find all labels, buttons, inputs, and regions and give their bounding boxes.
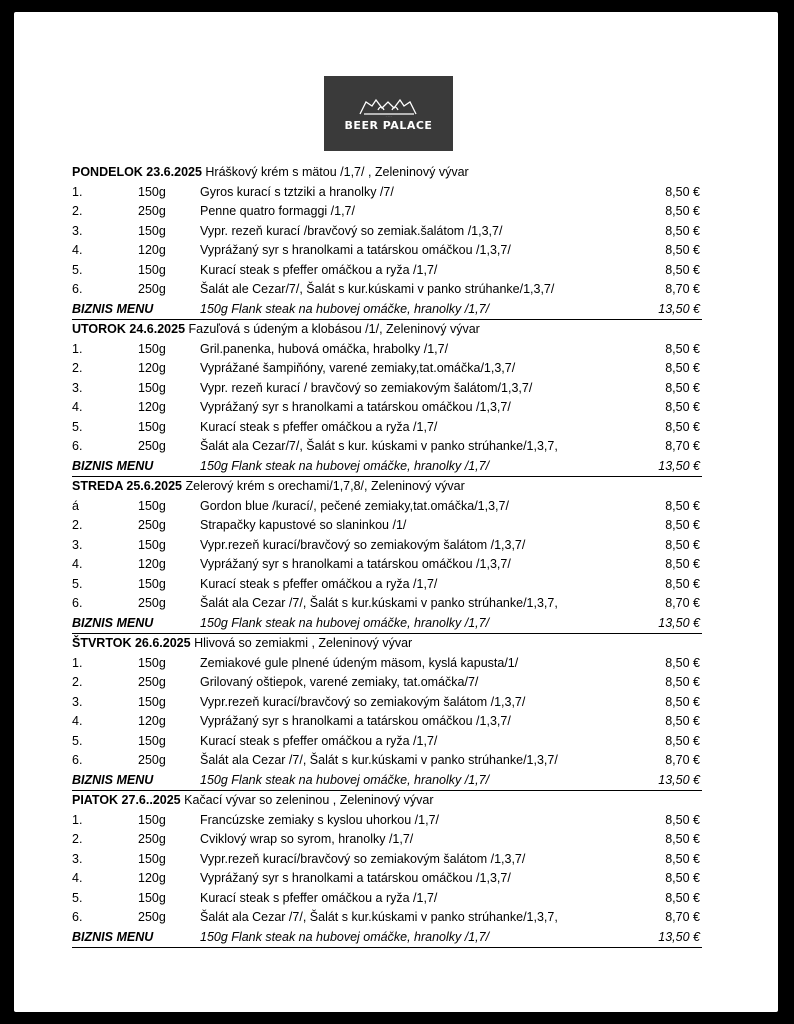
- item-number: 2.: [72, 361, 83, 375]
- item-price: 8,50 €: [665, 851, 700, 866]
- beer-palace-logo: [324, 76, 453, 151]
- item-name: Kurací steak s pfeffer omáčkou a ryža /1,7/: [200, 419, 438, 434]
- item-weight: 250g: [138, 439, 166, 453]
- item-number: 4.: [72, 243, 83, 257]
- item-number: 4.: [72, 557, 83, 571]
- item-name: Kurací steak s pfeffer omáčkou a ryža /1,7/: [200, 262, 438, 277]
- item-price: 8,50 €: [665, 204, 700, 218]
- item-price: 8,50 €: [665, 341, 700, 356]
- business-menu-label: BIZNIS MENU: [72, 458, 154, 473]
- item-price: 8,50 €: [665, 694, 700, 709]
- business-menu-name: 150g Flank steak na hubovej omáčke, hranolky /1,7/: [200, 929, 490, 944]
- menu-item-row: [72, 673, 702, 693]
- business-menu-name: 150g Flank steak na hubovej omáčke, hranolky /1,7/: [200, 301, 490, 316]
- item-weight: 250g: [138, 204, 166, 218]
- business-menu-price: 13,50 €: [658, 929, 700, 944]
- item-price: 8,50 €: [665, 400, 700, 414]
- menu-item-row: [72, 732, 702, 752]
- item-weight: 120g: [138, 361, 166, 375]
- day-header: [72, 320, 702, 340]
- business-menu-label: BIZNIS MENU: [72, 615, 154, 630]
- business-menu-label: BIZNIS MENU: [72, 301, 154, 316]
- item-name: Vyprážaný syr s hranolkami a tatárskou omáčkou /1,3,7/: [200, 243, 511, 257]
- item-name: Vyprážaný syr s hranolkami a tatárskou omáčkou /1,3,7/: [200, 871, 511, 885]
- day-soups: Hráškový krém s mätou /1,7/ , Zeleninový vývar: [205, 165, 469, 179]
- menu-item-row: [72, 751, 702, 771]
- item-number: 1.: [72, 812, 83, 827]
- item-name: Vyprážaný syr s hranolkami a tatárskou omáčkou /1,3,7/: [200, 714, 511, 728]
- day-soups: Hlivová so zemiakmi , Zeleninový vývar: [194, 636, 413, 650]
- menu-page: [14, 12, 778, 1012]
- item-name: Kurací steak s pfeffer omáčkou a ryža /1,7/: [200, 890, 438, 905]
- item-number: 6.: [72, 753, 83, 767]
- menu-item-row: [72, 654, 702, 674]
- day-header: [72, 477, 702, 497]
- item-weight: 120g: [138, 400, 166, 414]
- day-name: ŠTVRTOK 26.6.2025: [72, 636, 191, 650]
- business-menu-label: BIZNIS MENU: [72, 772, 154, 787]
- item-number: 5.: [72, 890, 83, 905]
- menu-item-row: [72, 241, 702, 261]
- item-weight: 120g: [138, 714, 166, 728]
- item-weight: 250g: [138, 910, 166, 924]
- item-weight: 150g: [138, 576, 166, 591]
- item-price: 8,50 €: [665, 714, 700, 728]
- item-number: 6.: [72, 910, 83, 924]
- item-number: á: [72, 498, 79, 513]
- item-weight: 150g: [138, 733, 166, 748]
- item-weight: 150g: [138, 851, 166, 866]
- day-header: [72, 163, 702, 183]
- business-menu-row: [72, 614, 702, 635]
- item-price: 8,50 €: [665, 576, 700, 591]
- item-number: 1.: [72, 341, 83, 356]
- beer-mugs-icon: [354, 96, 424, 118]
- item-price: 8,50 €: [665, 380, 700, 395]
- item-price: 8,70 €: [665, 753, 700, 767]
- day-header: [72, 634, 702, 654]
- item-name: Gyros kurací s tztziki a hranolky /7/: [200, 184, 394, 199]
- item-price: 8,50 €: [665, 871, 700, 885]
- item-weight: 150g: [138, 184, 166, 199]
- item-weight: 250g: [138, 753, 166, 767]
- day-soups: Zelerový krém s orechami/1,7,8/, Zeleninový vývar: [185, 479, 465, 493]
- item-name: Zemiakové gule plnené údeným mäsom, kyslá kapusta/1/: [200, 655, 519, 670]
- menu-item-row: [72, 555, 702, 575]
- menu-item-row: [72, 261, 702, 281]
- item-price: 8,50 €: [665, 243, 700, 257]
- business-menu-label: BIZNIS MENU: [72, 929, 154, 944]
- item-weight: 150g: [138, 890, 166, 905]
- item-weight: 250g: [138, 596, 166, 610]
- item-name: Vypr. rezeň kurací /bravčový so zemiak.šalátom /1,3,7/: [200, 223, 503, 238]
- item-weight: 250g: [138, 832, 166, 846]
- item-weight: 150g: [138, 694, 166, 709]
- item-name: Vypr. rezeň kurací / bravčový so zemiakovým šalátom/1,3,7/: [200, 380, 533, 395]
- item-name: Kurací steak s pfeffer omáčkou a ryža /1,7/: [200, 733, 438, 748]
- logo-text: BEER PALACE: [344, 118, 433, 132]
- business-menu-row: [72, 300, 702, 321]
- menu-item-row: [72, 889, 702, 909]
- business-menu-price: 13,50 €: [658, 301, 700, 316]
- day-section: [72, 477, 702, 634]
- item-weight: 150g: [138, 380, 166, 395]
- business-menu-price: 13,50 €: [658, 615, 700, 630]
- menu-item-row: [72, 280, 702, 300]
- business-menu-price: 13,50 €: [658, 458, 700, 473]
- menu-item-row: [72, 497, 702, 517]
- item-price: 8,50 €: [665, 419, 700, 434]
- business-menu-row: [72, 457, 702, 478]
- menu-item-row: [72, 811, 702, 831]
- item-weight: 150g: [138, 655, 166, 670]
- item-number: 2.: [72, 675, 83, 689]
- day-section: [72, 634, 702, 791]
- item-name: Vyprážaný syr s hranolkami a tatárskou omáčkou /1,3,7/: [200, 557, 511, 571]
- item-number: 5.: [72, 262, 83, 277]
- item-number: 3.: [72, 851, 83, 866]
- item-price: 8,50 €: [665, 890, 700, 905]
- day-name: STREDA 25.6.2025: [72, 479, 183, 493]
- item-price: 8,70 €: [665, 439, 700, 453]
- weekly-menu: [72, 163, 702, 948]
- menu-item-row: [72, 418, 702, 438]
- item-number: 3.: [72, 380, 83, 395]
- business-menu-name: 150g Flank steak na hubovej omáčke, hranolky /1,7/: [200, 458, 490, 473]
- menu-item-row: [72, 869, 702, 889]
- business-menu-name: 150g Flank steak na hubovej omáčke, hranolky /1,7/: [200, 615, 490, 630]
- item-price: 8,50 €: [665, 655, 700, 670]
- item-name: Gordon blue /kurací/, pečené zemiaky,tat.omáčka/1,3,7/: [200, 498, 509, 513]
- item-weight: 150g: [138, 341, 166, 356]
- day-soups: Kačací vývar so zeleninou , Zeleninový vývar: [184, 793, 434, 807]
- item-price: 8,70 €: [665, 596, 700, 610]
- item-price: 8,50 €: [665, 223, 700, 238]
- item-name: Gril.panenka, hubová omáčka, hrabolky /1,7/: [200, 341, 449, 356]
- item-number: 2.: [72, 518, 83, 532]
- item-number: 4.: [72, 400, 83, 414]
- business-menu-row: [72, 928, 702, 949]
- menu-item-row: [72, 536, 702, 556]
- item-number: 3.: [72, 223, 83, 238]
- item-name: Vyprážaný syr s hranolkami a tatárskou omáčkou /1,3,7/: [200, 400, 511, 414]
- item-name: Kurací steak s pfeffer omáčkou a ryža /1,7/: [200, 576, 438, 591]
- item-price: 8,50 €: [665, 675, 700, 689]
- business-menu-row: [72, 771, 702, 792]
- item-name: Šalát ala Cezar /7/, Šalát s kur.kúskami v panko strúhanke/1,3,7,: [200, 910, 558, 924]
- item-number: 5.: [72, 733, 83, 748]
- menu-item-row: [72, 850, 702, 870]
- menu-item-row: [72, 202, 702, 222]
- item-number: 4.: [72, 714, 83, 728]
- item-weight: 120g: [138, 243, 166, 257]
- svg-text:· · · ·: · · · ·: [385, 114, 392, 118]
- menu-item-row: [72, 908, 702, 928]
- menu-item-row: [72, 830, 702, 850]
- item-name: Šalát ala Cezar /7/, Šalát s kur.kúskami v panko strúhanke/1,3,7,: [200, 596, 558, 610]
- item-name: Cviklový wrap so syrom, hranolky /1,7/: [200, 832, 414, 846]
- item-number: 5.: [72, 576, 83, 591]
- menu-item-row: [72, 183, 702, 203]
- day-section: [72, 791, 702, 948]
- item-name: Strapačky kapustové so slaninkou /1/: [200, 518, 407, 532]
- business-menu-name: 150g Flank steak na hubovej omáčke, hranolky /1,7/: [200, 772, 490, 787]
- day-section: [72, 320, 702, 477]
- menu-item-row: [72, 359, 702, 379]
- item-weight: 150g: [138, 498, 166, 513]
- item-weight: 250g: [138, 518, 166, 532]
- item-number: 5.: [72, 419, 83, 434]
- item-name: Šalát ala Cezar/7/, Šalát s kur. kúskami v panko strúhanke/1,3,7,: [200, 439, 558, 453]
- business-menu-price: 13,50 €: [658, 772, 700, 787]
- item-number: 1.: [72, 184, 83, 199]
- item-number: 1.: [72, 655, 83, 670]
- item-name: Vypr.rezeň kurací/bravčový so zemiakovým šalátom /1,3,7/: [200, 851, 526, 866]
- item-price: 8,50 €: [665, 733, 700, 748]
- item-price: 8,50 €: [665, 812, 700, 827]
- item-number: 6.: [72, 596, 83, 610]
- item-price: 8,70 €: [665, 282, 700, 296]
- day-section: [72, 163, 702, 320]
- day-name: PIATOK 27.6..2025: [72, 793, 181, 807]
- item-weight: 150g: [138, 223, 166, 238]
- day-header: [72, 791, 702, 811]
- item-number: 6.: [72, 439, 83, 453]
- item-name: Šalát ala Cezar /7/, Šalát s kur.kúskami v panko strúhanke/1,3,7/: [200, 753, 558, 767]
- item-price: 8,50 €: [665, 361, 700, 375]
- item-price: 8,50 €: [665, 557, 700, 571]
- item-price: 8,70 €: [665, 910, 700, 924]
- menu-item-row: [72, 222, 702, 242]
- menu-item-row: [72, 693, 702, 713]
- item-name: Grilovaný oštiepok, varené zemiaky, tat.omáčka/7/: [200, 675, 479, 689]
- menu-item-row: [72, 398, 702, 418]
- item-name: Francúzske zemiaky s kyslou uhorkou /1,7/: [200, 812, 439, 827]
- item-price: 8,50 €: [665, 262, 700, 277]
- item-weight: 150g: [138, 419, 166, 434]
- item-name: Vyprážané šampiňóny, varené zemiaky,tat.omáčka/1,3,7/: [200, 361, 516, 375]
- item-weight: 150g: [138, 537, 166, 552]
- menu-item-row: [72, 437, 702, 457]
- item-name: Vypr.rezeň kurací/bravčový so zemiakovým šalátom /1,3,7/: [200, 537, 526, 552]
- item-weight: 150g: [138, 262, 166, 277]
- item-price: 8,50 €: [665, 498, 700, 513]
- item-number: 3.: [72, 694, 83, 709]
- item-name: Penne quatro formaggi /1,7/: [200, 204, 355, 218]
- item-price: 8,50 €: [665, 518, 700, 532]
- item-name: Šalát ale Cezar/7/, Šalát s kur.kúskami v panko strúhanke/1,3,7/: [200, 282, 555, 296]
- menu-item-row: [72, 516, 702, 536]
- day-name: PONDELOK 23.6.2025: [72, 165, 202, 179]
- day-name: UTOROK 24.6.2025: [72, 322, 186, 336]
- item-weight: 120g: [138, 557, 166, 571]
- menu-item-row: [72, 712, 702, 732]
- menu-item-row: [72, 575, 702, 595]
- item-price: 8,50 €: [665, 832, 700, 846]
- item-weight: 150g: [138, 812, 166, 827]
- item-weight: 250g: [138, 675, 166, 689]
- item-price: 8,50 €: [665, 537, 700, 552]
- item-weight: 250g: [138, 282, 166, 296]
- item-number: 3.: [72, 537, 83, 552]
- menu-item-row: [72, 594, 702, 614]
- item-number: 4.: [72, 871, 83, 885]
- item-price: 8,50 €: [665, 184, 700, 199]
- menu-item-row: [72, 379, 702, 399]
- item-number: 6.: [72, 282, 83, 296]
- item-number: 2.: [72, 204, 83, 218]
- menu-item-row: [72, 340, 702, 360]
- day-soups: Fazuľová s údeným a klobásou /1/, Zeleninový vývar: [188, 322, 480, 336]
- item-name: Vypr.rezeň kurací/bravčový so zemiakovým šalátom /1,3,7/: [200, 694, 526, 709]
- item-number: 2.: [72, 832, 83, 846]
- item-weight: 120g: [138, 871, 166, 885]
